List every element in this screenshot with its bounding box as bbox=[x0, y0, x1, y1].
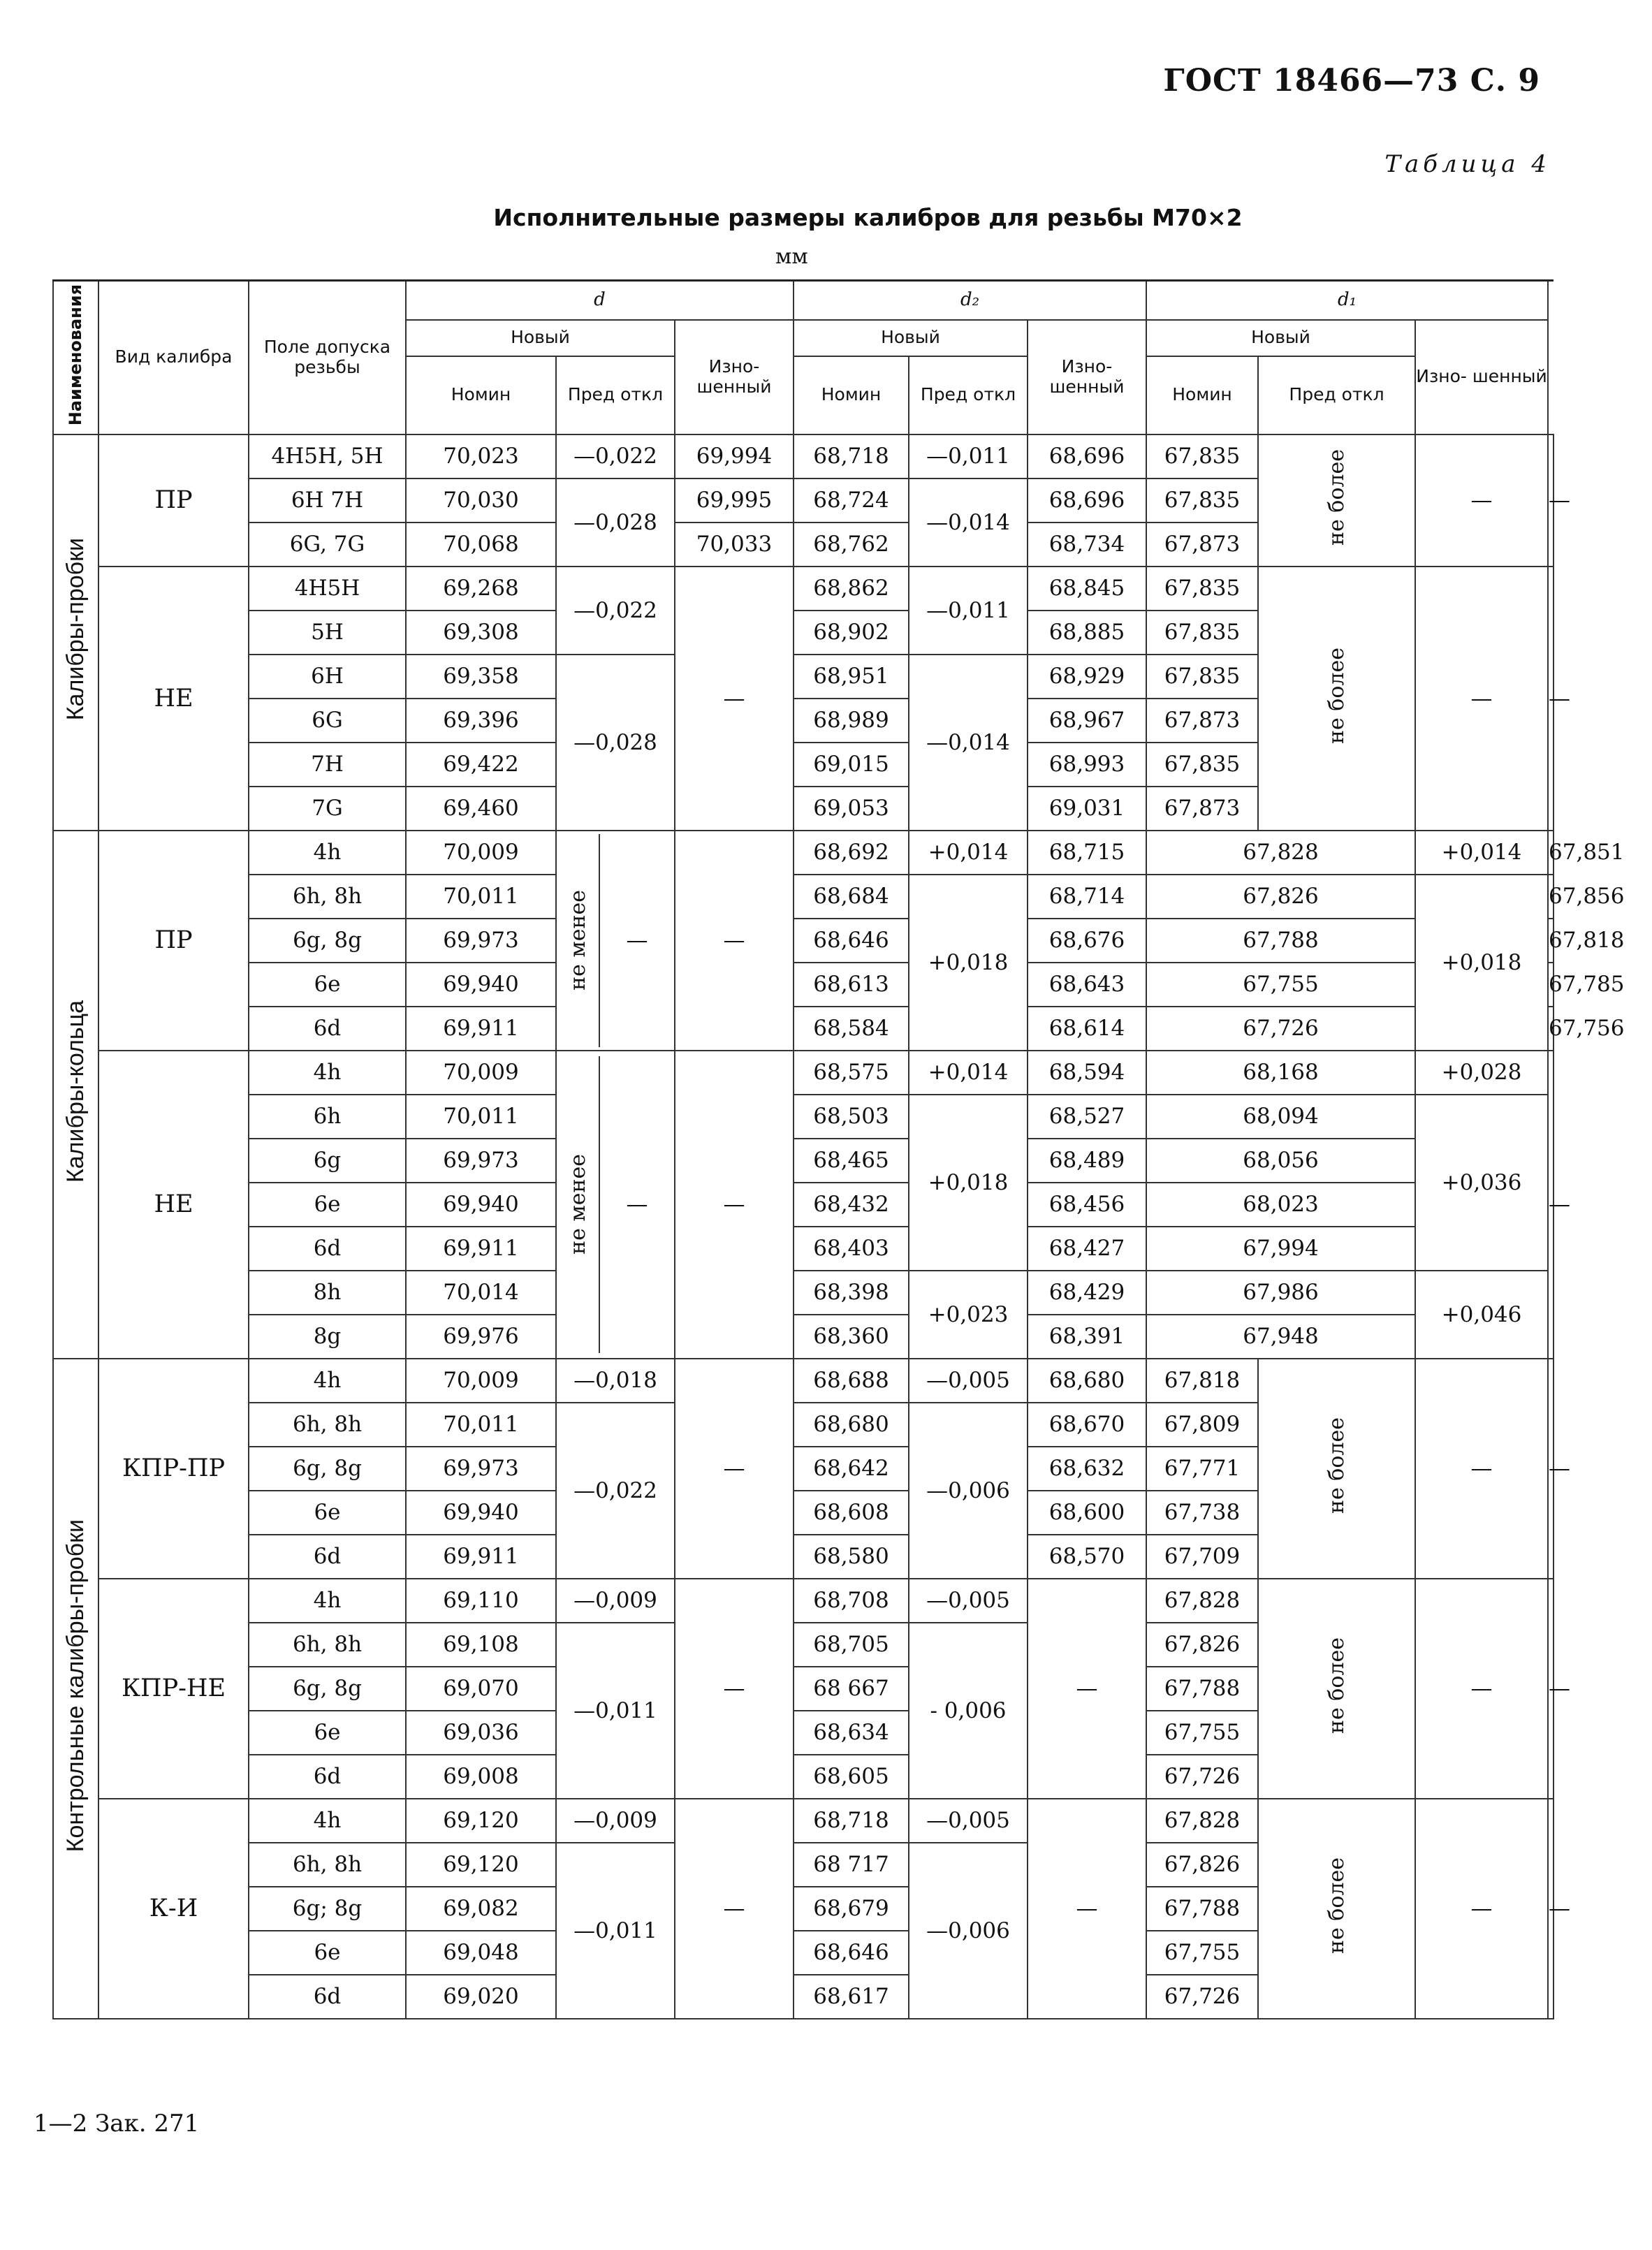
cell-d2-worn: 68,696 bbox=[1028, 479, 1146, 523]
cell-d2-nom: 68,718 bbox=[794, 434, 909, 479]
cell-d2-dev: —0,006 bbox=[909, 1403, 1028, 1579]
cell-d1-note: не более bbox=[1258, 1799, 1415, 2019]
cell-field: 7G bbox=[249, 787, 406, 831]
cell-d-nom: 70,009 bbox=[406, 1359, 556, 1403]
cell-d2-worn: 68,885 bbox=[1028, 611, 1146, 655]
cell-d-nom: 69,070 bbox=[406, 1667, 556, 1711]
cell-field: 4h bbox=[249, 1359, 406, 1403]
cell-d1-nom: 67,755 bbox=[1146, 1931, 1258, 1975]
cell-d2-nom: 68,398 bbox=[794, 1271, 909, 1315]
cell-d2-nom: 68,432 bbox=[794, 1183, 909, 1227]
cell-d1-nom: 67,826 bbox=[1146, 1623, 1258, 1667]
cell-d-nom: 69,396 bbox=[406, 699, 556, 743]
cell-d2-nom: 68,989 bbox=[794, 699, 909, 743]
cell-d-dev: —0,011 bbox=[556, 1623, 675, 1799]
cell-d2-nom: 69,053 bbox=[794, 787, 909, 831]
cell-d-worn: — bbox=[675, 1579, 794, 1799]
cell-d2-worn: 68,993 bbox=[1028, 743, 1146, 787]
cell-field: 8h bbox=[249, 1271, 406, 1315]
header-d2-worn: Изно- шенный bbox=[1028, 320, 1146, 434]
cell-d-nom: 69,110 bbox=[406, 1579, 556, 1623]
cell-d2-worn: 68,715 bbox=[1028, 831, 1146, 875]
cell-d1-nom: 67,835 bbox=[1146, 655, 1258, 699]
cell-d-dev: —0,022 bbox=[556, 434, 675, 479]
cell-d-nom: 69,973 bbox=[406, 1447, 556, 1491]
cell-d-nom: 70,009 bbox=[406, 831, 556, 875]
cell-d1-nom: 67,828 bbox=[1146, 831, 1415, 875]
cell-d-nom: 69,976 bbox=[406, 1315, 556, 1359]
cell-d-nom: 69,082 bbox=[406, 1887, 556, 1931]
cell-d2-dev: —0,011 bbox=[909, 434, 1028, 479]
gauge-kind: К-И bbox=[98, 1799, 249, 2019]
cell-d1-nom: 67,726 bbox=[1146, 1975, 1258, 2019]
cell-d-nom: 70,030 bbox=[406, 479, 556, 523]
cell-d-dev: —0,018 bbox=[556, 1359, 675, 1403]
cell-d2-nom: 68,762 bbox=[794, 523, 909, 567]
header-d: d bbox=[406, 281, 794, 320]
cell-d2-nom: 68,608 bbox=[794, 1491, 909, 1535]
gauge-kind: КПР-ПР bbox=[98, 1359, 249, 1579]
cell-d2-dev: —0,005 bbox=[909, 1359, 1028, 1403]
cell-d2-nom: 68,584 bbox=[794, 1007, 909, 1051]
gauge-kind: КПР-НЕ bbox=[98, 1579, 249, 1799]
header-d1: d₁ bbox=[1146, 281, 1548, 320]
cell-d-nom: 69,120 bbox=[406, 1843, 556, 1887]
cell-field: 6h, 8h bbox=[249, 875, 406, 919]
dimensions-table bbox=[52, 279, 1625, 2019]
cell-d1-worn: — bbox=[1548, 1579, 1554, 1799]
gauge-kind: НЕ bbox=[98, 1051, 249, 1359]
cell-d-dev: —0,009 bbox=[556, 1799, 675, 1843]
cell-d-nom: 69,940 bbox=[406, 1491, 556, 1535]
cell-d-nom: 69,911 bbox=[406, 1535, 556, 1579]
cell-d-nom: 69,020 bbox=[406, 1975, 556, 2019]
cell-d-dev: —0,009 bbox=[556, 1579, 675, 1623]
table-unit: мм bbox=[775, 244, 808, 269]
cell-d2-nom: 68,642 bbox=[794, 1447, 909, 1491]
cell-d2-nom: 68,902 bbox=[794, 611, 909, 655]
header-name: Наименования bbox=[53, 281, 98, 434]
gauge-kind: НЕ bbox=[98, 567, 249, 831]
cell-d2-nom: 68,680 bbox=[794, 1403, 909, 1447]
cell-d2-nom: 68,360 bbox=[794, 1315, 909, 1359]
cell-d-nom: 70,011 bbox=[406, 875, 556, 919]
header-d2-dev: Пред откл bbox=[909, 356, 1028, 434]
cell-d2-worn: 68,456 bbox=[1028, 1183, 1146, 1227]
cell-d2-nom: 68,646 bbox=[794, 919, 909, 963]
cell-d-nom: 69,008 bbox=[406, 1755, 556, 1799]
cell-d2-nom: 68,646 bbox=[794, 1931, 909, 1975]
cell-d-dev: —0,028 bbox=[556, 479, 675, 567]
cell-d-nom: 70,023 bbox=[406, 434, 556, 479]
cell-d1-dev: — bbox=[1415, 1579, 1548, 1799]
cell-d2-nom: 68,679 bbox=[794, 1887, 909, 1931]
cell-d2-nom: 69,015 bbox=[794, 743, 909, 787]
cell-d-nom: 69,036 bbox=[406, 1711, 556, 1755]
cell-d1-worn: — bbox=[1548, 1051, 1554, 1359]
section-control-plug-gauges bbox=[53, 1359, 1571, 2019]
cell-d-dev: —0,028 bbox=[556, 655, 675, 831]
cell-d1-dev: — bbox=[1415, 1359, 1548, 1579]
cell-d1-nom: 68,094 bbox=[1146, 1095, 1415, 1139]
cell-d1-nom: 67,873 bbox=[1146, 523, 1258, 567]
cell-d1-nom: 67,788 bbox=[1146, 1667, 1258, 1711]
cell-d2-dev: +0,014 bbox=[909, 1051, 1028, 1095]
cell-d2-nom: 68,580 bbox=[794, 1535, 909, 1579]
cell-d-nom: 69,048 bbox=[406, 1931, 556, 1975]
cell-d1-worn: — bbox=[1548, 567, 1554, 831]
cell-field: 6g, 8g bbox=[249, 1667, 406, 1711]
header-d2: d₂ bbox=[794, 281, 1146, 320]
cell-d2-worn: 68,570 bbox=[1028, 1535, 1146, 1579]
cell-d1-nom: 67,788 bbox=[1146, 919, 1415, 963]
cell-d2-nom: 68,724 bbox=[794, 479, 909, 523]
cell-d2-worn: 68,427 bbox=[1028, 1227, 1146, 1271]
header-d2-new: Новый bbox=[794, 320, 1028, 356]
cell-d1-dev: +0,028 bbox=[1415, 1051, 1548, 1095]
header-d1-worn: Изно- шенный bbox=[1415, 320, 1548, 434]
cell-d-nom: 70,068 bbox=[406, 523, 556, 567]
cell-d1-note: не более bbox=[1258, 1579, 1415, 1799]
cell-d2-worn: 68,391 bbox=[1028, 1315, 1146, 1359]
cell-d1-worn: 67,785 bbox=[1548, 963, 1554, 1007]
cell-d2-worn: 68,734 bbox=[1028, 523, 1146, 567]
cell-field: 6g; 8g bbox=[249, 1887, 406, 1931]
cell-d-nom: 69,460 bbox=[406, 787, 556, 831]
cell-d-nom: 69,973 bbox=[406, 919, 556, 963]
cell-d2-worn: 68,614 bbox=[1028, 1007, 1146, 1051]
cell-d1-worn: 67,856 bbox=[1548, 875, 1554, 919]
cell-d-nom: 70,014 bbox=[406, 1271, 556, 1315]
cell-d2-nom: 68,951 bbox=[794, 655, 909, 699]
cell-d2-dev: —0,014 bbox=[909, 479, 1028, 567]
cell-field: 6d bbox=[249, 1007, 406, 1051]
cell-d1-nom: 68,023 bbox=[1146, 1183, 1415, 1227]
cell-d2-dev: +0,023 bbox=[909, 1271, 1028, 1359]
cell-d1-dev: — bbox=[1415, 567, 1548, 831]
header-d-new: Новый bbox=[406, 320, 675, 356]
header-kind: Вид калибра bbox=[98, 281, 249, 434]
cell-d-worn: — bbox=[675, 831, 794, 1051]
cell-d1-dev: — bbox=[1415, 1799, 1548, 2019]
cell-d2-worn: 68,676 bbox=[1028, 919, 1146, 963]
cell-d2-worn: 68,714 bbox=[1028, 875, 1146, 919]
cell-d1-worn: — bbox=[1548, 434, 1554, 567]
cell-d-nom: 69,108 bbox=[406, 1623, 556, 1667]
header-d-dev: Пред откл bbox=[556, 356, 675, 434]
cell-d-nom: 69,940 bbox=[406, 963, 556, 1007]
dash: — bbox=[626, 1192, 648, 1217]
cell-d2-nom: 68,862 bbox=[794, 567, 909, 611]
cell-d-nom: 69,973 bbox=[406, 1139, 556, 1183]
cell-d2-worn: 68,600 bbox=[1028, 1491, 1146, 1535]
cell-d-nom: 70,009 bbox=[406, 1051, 556, 1095]
cell-d1-nom: 67,755 bbox=[1146, 1711, 1258, 1755]
cell-d2-nom: 68,708 bbox=[794, 1579, 909, 1623]
cell-d-dev bbox=[556, 1051, 675, 1359]
cell-d2-worn: 68,594 bbox=[1028, 1051, 1146, 1095]
section-plug-gauges bbox=[53, 434, 1571, 831]
cell-d-worn: — bbox=[675, 567, 794, 831]
dash: — bbox=[626, 928, 648, 953]
section-label: Калибры-пробки bbox=[53, 434, 98, 831]
cell-field: 4H5H bbox=[249, 567, 406, 611]
cell-d1-note: не более bbox=[1258, 567, 1415, 831]
cell-d-nom: 69,911 bbox=[406, 1007, 556, 1051]
header-d-nom: Номин bbox=[406, 356, 556, 434]
cell-d2-nom: 68,465 bbox=[794, 1139, 909, 1183]
cell-d2-worn: 68,680 bbox=[1028, 1359, 1146, 1403]
cell-d1-nom: 67,709 bbox=[1146, 1535, 1258, 1579]
cell-field: 6g, 8g bbox=[249, 1447, 406, 1491]
cell-d-nom: 69,358 bbox=[406, 655, 556, 699]
cell-d1-nom: 67,726 bbox=[1146, 1755, 1258, 1799]
cell-d2-worn: 68,696 bbox=[1028, 434, 1146, 479]
cell-field: 6d bbox=[249, 1535, 406, 1579]
section-ring-gauges bbox=[53, 831, 1625, 1359]
cell-field: 8g bbox=[249, 1315, 406, 1359]
cell-d-worn: 69,995 bbox=[675, 479, 794, 523]
cell-d1-nom: 67,771 bbox=[1146, 1447, 1258, 1491]
cell-d2-nom: 68,718 bbox=[794, 1799, 909, 1843]
section-label: Калибры-кольца bbox=[53, 831, 98, 1359]
cell-d-dev bbox=[556, 831, 675, 1051]
cell-d1-nom: 67,755 bbox=[1146, 963, 1415, 1007]
cell-field: 6e bbox=[249, 963, 406, 1007]
cell-d-worn: 69,994 bbox=[675, 434, 794, 479]
cell-field: 4h bbox=[249, 1051, 406, 1095]
cell-d-nom: 69,268 bbox=[406, 567, 556, 611]
cell-d2-nom: 68 717 bbox=[794, 1843, 909, 1887]
header-field: Поле допуска резьбы bbox=[249, 281, 406, 434]
cell-d1-nom: 67,835 bbox=[1146, 611, 1258, 655]
cell-d2-dev: +0,014 bbox=[909, 831, 1028, 875]
cell-d2-nom: 68,692 bbox=[794, 831, 909, 875]
cell-d1-nom: 67,835 bbox=[1146, 743, 1258, 787]
cell-field: 6g, 8g bbox=[249, 919, 406, 963]
cell-d2-worn: 68,429 bbox=[1028, 1271, 1146, 1315]
cell-d2-worn: 68,929 bbox=[1028, 655, 1146, 699]
cell-d1-dev: +0,014 bbox=[1415, 831, 1548, 875]
note-not-less: не менее bbox=[565, 1154, 590, 1255]
cell-d1-dev: +0,036 bbox=[1415, 1095, 1548, 1271]
cell-field: 7H bbox=[249, 743, 406, 787]
cell-d1-dev: — bbox=[1415, 434, 1548, 567]
cell-field: 6g bbox=[249, 1139, 406, 1183]
cell-d1-nom: 67,835 bbox=[1146, 434, 1258, 479]
cell-d1-worn: — bbox=[1548, 1799, 1554, 2019]
cell-d2-dev: —0,011 bbox=[909, 567, 1028, 655]
cell-d-dev: —0,022 bbox=[556, 567, 675, 655]
cell-d1-note: не более bbox=[1258, 1359, 1415, 1579]
cell-d2-nom: 68,403 bbox=[794, 1227, 909, 1271]
cell-d2-nom: 68,605 bbox=[794, 1755, 909, 1799]
cell-field: 4h bbox=[249, 831, 406, 875]
cell-d2-dev: —0,005 bbox=[909, 1579, 1028, 1623]
cell-d-nom: 69,940 bbox=[406, 1183, 556, 1227]
cell-d2-dev: +0,018 bbox=[909, 1095, 1028, 1271]
cell-d2-dev: —0,005 bbox=[909, 1799, 1028, 1843]
gauge-kind: ПР bbox=[98, 434, 249, 567]
cell-d1-worn: 67,851 bbox=[1548, 831, 1554, 875]
cell-field: 6e bbox=[249, 1491, 406, 1535]
cell-d-dev: —0,011 bbox=[556, 1843, 675, 2019]
cell-d-worn: — bbox=[675, 1359, 794, 1579]
cell-d2-worn: 68,967 bbox=[1028, 699, 1146, 743]
cell-d2-dev: +0,018 bbox=[909, 875, 1028, 1051]
cell-d2-worn: 69,031 bbox=[1028, 787, 1146, 831]
cell-d-dev: —0,022 bbox=[556, 1403, 675, 1579]
cell-d1-nom: 67,873 bbox=[1146, 699, 1258, 743]
note-not-less: не менее bbox=[565, 890, 590, 991]
cell-d2-worn: — bbox=[1028, 1579, 1146, 1799]
cell-field: 4h bbox=[249, 1799, 406, 1843]
cell-field: 6d bbox=[249, 1227, 406, 1271]
cell-d2-dev: - 0,006 bbox=[909, 1623, 1028, 1799]
header-d1-dev: Пред откл bbox=[1258, 356, 1415, 434]
cell-d1-note: не более bbox=[1258, 434, 1415, 567]
cell-d2-nom: 68 667 bbox=[794, 1667, 909, 1711]
cell-d-nom: 69,120 bbox=[406, 1799, 556, 1843]
cell-d-nom: 69,422 bbox=[406, 743, 556, 787]
cell-field: 6h, 8h bbox=[249, 1843, 406, 1887]
cell-d2-nom: 68,613 bbox=[794, 963, 909, 1007]
cell-field: 6G bbox=[249, 699, 406, 743]
cell-d2-worn: — bbox=[1028, 1799, 1146, 2019]
cell-field: 6h bbox=[249, 1095, 406, 1139]
cell-field: 6e bbox=[249, 1711, 406, 1755]
header-d2-nom: Номин bbox=[794, 356, 909, 434]
cell-d1-nom: 67,986 bbox=[1146, 1271, 1415, 1315]
cell-d2-nom: 68,503 bbox=[794, 1095, 909, 1139]
cell-field: 4h bbox=[249, 1579, 406, 1623]
cell-d-worn: — bbox=[675, 1799, 794, 2019]
header-d-worn: Изно- шенный bbox=[675, 320, 794, 434]
cell-field: 6h, 8h bbox=[249, 1623, 406, 1667]
cell-field: 5H bbox=[249, 611, 406, 655]
cell-d2-worn: 68,527 bbox=[1028, 1095, 1146, 1139]
cell-d2-nom: 68,705 bbox=[794, 1623, 909, 1667]
cell-d-nom: 70,011 bbox=[406, 1403, 556, 1447]
cell-d1-nom: 67,826 bbox=[1146, 1843, 1258, 1887]
cell-d2-worn: 68,670 bbox=[1028, 1403, 1146, 1447]
footer-note: 1—2 Зак. 271 bbox=[34, 2110, 200, 2138]
cell-field: 4H5H, 5H bbox=[249, 434, 406, 479]
cell-d2-nom: 68,617 bbox=[794, 1975, 909, 2019]
cell-d2-worn: 68,845 bbox=[1028, 567, 1146, 611]
cell-d2-worn: 68,489 bbox=[1028, 1139, 1146, 1183]
cell-d1-nom: 67,826 bbox=[1146, 875, 1415, 919]
cell-d2-worn: 68,632 bbox=[1028, 1447, 1146, 1491]
cell-field: 6H 7H bbox=[249, 479, 406, 523]
header-d1-new: Новый bbox=[1146, 320, 1415, 356]
cell-d1-nom: 67,809 bbox=[1146, 1403, 1258, 1447]
cell-d2-nom: 68,634 bbox=[794, 1711, 909, 1755]
cell-d2-dev: —0,006 bbox=[909, 1843, 1028, 2019]
cell-d-nom: 69,308 bbox=[406, 611, 556, 655]
cell-field: 6e bbox=[249, 1183, 406, 1227]
cell-d1-nom: 67,835 bbox=[1146, 567, 1258, 611]
cell-d2-worn: 68,643 bbox=[1028, 963, 1146, 1007]
cell-d2-dev: —0,014 bbox=[909, 655, 1028, 831]
cell-d1-worn: 67,818 bbox=[1548, 919, 1554, 963]
cell-d1-dev: +0,018 bbox=[1415, 875, 1548, 1051]
header-d1-nom: Номин bbox=[1146, 356, 1258, 434]
gauge-kind: ПР bbox=[98, 831, 249, 1051]
cell-d1-nom: 67,948 bbox=[1146, 1315, 1415, 1359]
section-label: Контрольные калибры-пробки bbox=[53, 1359, 98, 2019]
cell-d-worn: — bbox=[675, 1051, 794, 1359]
cell-field: 6h, 8h bbox=[249, 1403, 406, 1447]
cell-d1-nom: 67,726 bbox=[1146, 1007, 1415, 1051]
cell-d1-nom: 67,738 bbox=[1146, 1491, 1258, 1535]
cell-d1-nom: 67,828 bbox=[1146, 1579, 1258, 1623]
cell-d1-nom: 67,818 bbox=[1146, 1359, 1258, 1403]
cell-field: 6H bbox=[249, 655, 406, 699]
table-number: Таблица 4 bbox=[1384, 150, 1551, 178]
table-title: Исполнительные размеры калибров для резьбы М70×2 bbox=[493, 204, 1243, 231]
cell-field: 6d bbox=[249, 1975, 406, 2019]
cell-d1-nom: 67,994 bbox=[1146, 1227, 1415, 1271]
cell-d1-nom: 68,056 bbox=[1146, 1139, 1415, 1183]
cell-d2-nom: 68,684 bbox=[794, 875, 909, 919]
cell-d1-worn: 67,756 bbox=[1548, 1007, 1554, 1051]
page-header: ГОСТ 18466—73 С. 9 bbox=[1163, 63, 1540, 98]
cell-d-nom: 69,911 bbox=[406, 1227, 556, 1271]
cell-field: 6d bbox=[249, 1755, 406, 1799]
cell-d2-nom: 68,688 bbox=[794, 1359, 909, 1403]
cell-d1-nom: 67,873 bbox=[1146, 787, 1258, 831]
cell-d1-nom: 67,788 bbox=[1146, 1887, 1258, 1931]
cell-d1-nom: 68,168 bbox=[1146, 1051, 1415, 1095]
cell-d1-nom: 67,828 bbox=[1146, 1799, 1258, 1843]
cell-field: 6G, 7G bbox=[249, 523, 406, 567]
cell-d-nom: 70,011 bbox=[406, 1095, 556, 1139]
cell-d1-worn: — bbox=[1548, 1359, 1554, 1579]
cell-d1-dev: +0,046 bbox=[1415, 1271, 1548, 1359]
cell-d2-nom: 68,575 bbox=[794, 1051, 909, 1095]
cell-d-worn: 70,033 bbox=[675, 523, 794, 567]
cell-d1-nom: 67,835 bbox=[1146, 479, 1258, 523]
cell-field: 6e bbox=[249, 1931, 406, 1975]
